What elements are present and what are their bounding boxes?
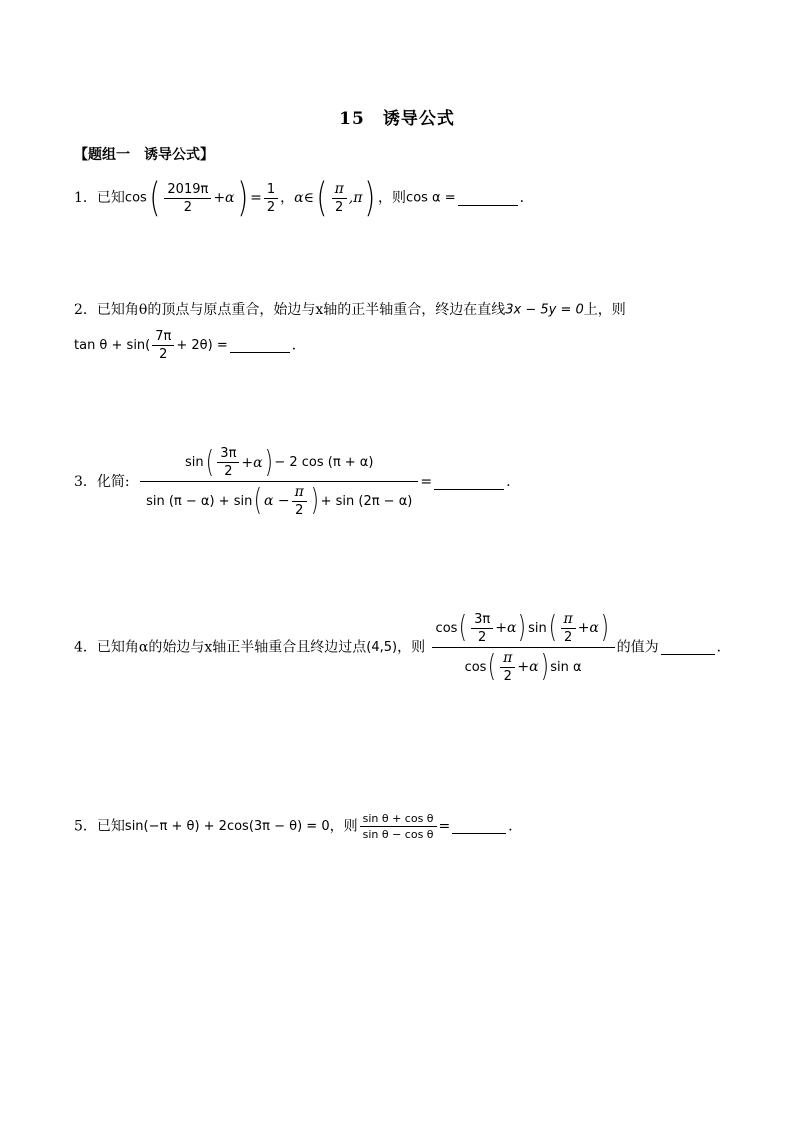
q5-numerator: sin θ + cos θ xyxy=(362,812,434,825)
section-heading: 【题组一 诱导公式】 xyxy=(74,147,214,163)
q3-answer-blank[interactable] xyxy=(434,475,504,490)
q1-frac-num: 2019π xyxy=(167,181,209,197)
q3-top-sin: sin xyxy=(184,455,204,470)
q1-pi-frac xyxy=(332,182,347,214)
q4-bot-pa: +α xyxy=(517,659,539,675)
q4-bot-frac xyxy=(500,651,515,683)
q3-end: . xyxy=(506,474,511,490)
question-1 xyxy=(74,175,534,221)
q3-eq: = xyxy=(420,474,433,490)
q4-top-lparen-1: ( xyxy=(459,610,468,645)
q5-answer-blank[interactable] xyxy=(452,819,506,834)
q4-bot-n: π xyxy=(503,650,513,666)
q4-bot-rest: sin α xyxy=(550,659,582,675)
q1-number: 1． xyxy=(74,190,97,206)
q5-denominator: sin θ − cos θ xyxy=(360,826,437,840)
q3-bot-a: sin (π − α) + sin xyxy=(146,493,253,509)
q5-then: ，则 xyxy=(329,818,358,835)
q2-end: ． xyxy=(291,337,306,354)
q3-bot-alpha: α − xyxy=(264,493,290,509)
q4-top-frac-1 xyxy=(471,613,493,644)
q3-top-plus-alpha: +α xyxy=(241,454,263,471)
q1-alpha-in: α∈ xyxy=(294,190,314,206)
q1-two: 2 xyxy=(332,198,347,214)
q1-eq: = xyxy=(250,190,262,206)
question-4 xyxy=(74,612,731,683)
q4-top-pa2: +α xyxy=(577,620,599,636)
q3-bot-lparen: ( xyxy=(254,483,263,518)
q1-pre: 已知 xyxy=(96,190,125,206)
q1-lparen: ( xyxy=(149,175,161,221)
q4-then: ，则 xyxy=(397,639,426,656)
q4-top-sin: sin xyxy=(528,620,547,636)
q4-answer-blank[interactable] xyxy=(661,640,715,655)
q2-line-eq: 3x − 5y = 0 xyxy=(505,302,584,318)
q4-bot-rparen: ) xyxy=(540,649,549,684)
q4-top-frac-2 xyxy=(561,612,576,644)
q4-bot-d: 2 xyxy=(500,667,515,683)
q3-bot-pi: π xyxy=(294,484,304,500)
q4-bot-cos: cos xyxy=(464,659,487,675)
q1-answer-blank[interactable] xyxy=(458,191,518,206)
q4-top-n2: π xyxy=(563,611,573,627)
q1-frac xyxy=(164,183,211,214)
q1-lparen-2: ( xyxy=(316,175,328,221)
q4-top-d2: 2 xyxy=(561,628,576,644)
q4-big-frac xyxy=(432,612,615,683)
q3-bot-rest: + sin (2π − α) xyxy=(320,493,413,509)
q3-big-frac xyxy=(140,444,418,518)
q1-frac-den: 2 xyxy=(164,198,211,214)
q4-top-n1: 3π xyxy=(474,611,491,627)
page-title: 15 诱导公式 xyxy=(339,109,455,129)
q2-line1-end: 上，则 xyxy=(583,302,626,318)
q2-frac-den: 2 xyxy=(152,345,174,361)
q1-cos: cos xyxy=(124,190,147,206)
q2-answer-blank[interactable] xyxy=(230,338,290,353)
q2-tail: + 2θ) = xyxy=(176,338,228,353)
q4-top-lparen-2: ( xyxy=(548,610,557,645)
q4-denominator xyxy=(432,647,615,683)
q3-denominator xyxy=(140,481,418,517)
q5-end: ． xyxy=(508,818,523,835)
q1-pi-end: ,π xyxy=(348,190,363,206)
q4-value: 的值为 xyxy=(616,639,659,656)
q3-top-frac-den: 2 xyxy=(217,462,239,478)
question-2-line-1 xyxy=(74,303,626,317)
q1-comma: ， xyxy=(280,190,295,206)
q5-pre: 5．已知 xyxy=(74,818,125,835)
q4-top-rparen-2: ) xyxy=(600,610,609,645)
q2-frac-num: 7π xyxy=(155,329,172,344)
q5-eq: sin(−π + θ) + 2cos(3π − θ) = 0 xyxy=(124,819,330,834)
q3-bot-two: 2 xyxy=(292,501,307,517)
q4-point: (4,5) xyxy=(366,640,398,655)
q4-top-pa1: +α xyxy=(495,620,517,636)
q5-frac xyxy=(360,813,437,840)
q4-numerator xyxy=(432,612,615,647)
q5-eqs: = xyxy=(438,818,451,835)
q1-half-num: 1 xyxy=(266,181,276,197)
q3-numerator xyxy=(140,444,418,481)
question-3 xyxy=(74,444,511,518)
q3-top-lparen: ( xyxy=(205,444,214,480)
q3-top-rest: − 2 cos (π + α) xyxy=(274,455,374,470)
q1-rparen-2: ) xyxy=(364,175,376,221)
q4-top-rparen-1: ) xyxy=(518,610,527,645)
q1-end: ． xyxy=(519,190,534,206)
q3-bot-rparen: ) xyxy=(310,483,319,518)
q1-rparen: ) xyxy=(236,175,248,221)
q4-top-d1: 2 xyxy=(471,628,493,644)
question-2-line-2 xyxy=(74,330,306,361)
q4-pre: 4．已知角α的始边与x轴正半轴重合且终边过点 xyxy=(74,639,367,656)
question-5 xyxy=(74,813,522,840)
q1-half xyxy=(264,183,278,214)
q3-top-frac-num: 3π xyxy=(220,446,237,461)
q3-top-frac xyxy=(217,447,239,478)
q2-frac xyxy=(152,330,174,361)
q1-half-den: 2 xyxy=(264,198,278,214)
q3-top-rparen: ) xyxy=(264,444,273,480)
q1-plus-alpha: +α xyxy=(213,190,235,206)
q1-pi: π xyxy=(334,181,344,197)
q4-top-cos: cos xyxy=(435,620,458,636)
q2-tan: tan θ + sin( xyxy=(74,338,151,353)
q1-then: ，则 xyxy=(378,190,407,206)
q4-bot-lparen: ( xyxy=(488,649,497,684)
q4-end: ． xyxy=(716,639,731,656)
q3-bot-frac xyxy=(292,485,307,517)
q1-result: cos α = xyxy=(406,190,456,206)
q2-line1: 2．已知角θ的顶点与原点重合，始边与x轴的正半轴重合，终边在直线 xyxy=(74,302,506,318)
q3-number: 3．化简: xyxy=(74,474,130,490)
